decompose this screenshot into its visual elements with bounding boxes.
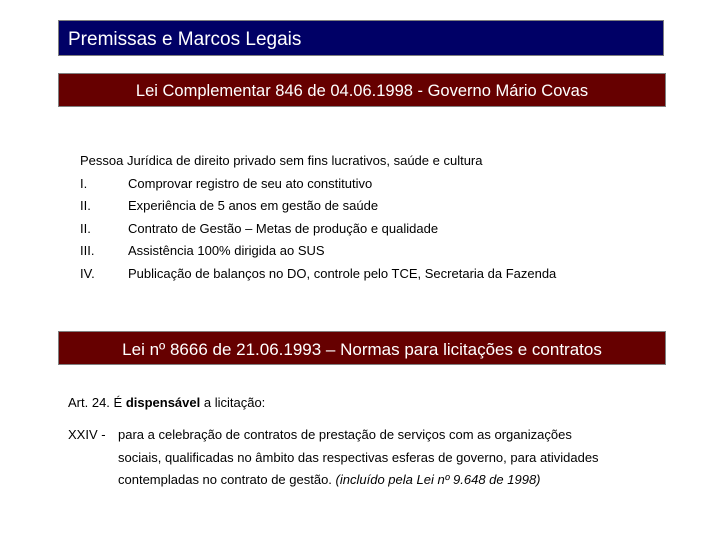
slide-title: Premissas e Marcos Legais xyxy=(68,29,302,50)
clause-body xyxy=(118,424,599,492)
clause-line: sociais, qualificadas no âmbito das respectivas esferas de governo, para atividades xyxy=(118,449,599,465)
list-item xyxy=(80,173,482,196)
list-item-text: Assistência 100% dirigida ao SUS xyxy=(128,243,325,259)
clause-note: (incluído pela Lei nº 9.648 de 1998) xyxy=(335,472,541,487)
law1-content xyxy=(80,150,557,286)
list-item-text: Publicação de balanços no DO, controle pelo TCE, Secretaria da Fazenda xyxy=(128,265,557,281)
law1-intro-text: Pessoa Jurídica de direito privado sem fins lucrativos, saúde e cultura xyxy=(80,153,483,168)
slide-title-bar xyxy=(58,20,664,56)
article-bold-word: dispensável xyxy=(125,395,201,410)
article-suffix: a licitação: xyxy=(200,395,266,410)
list-item-number: I. xyxy=(80,175,88,191)
clause-label: XXIV - xyxy=(68,427,106,442)
list-item-text: Comprovar registro de seu ato constitutivo xyxy=(128,175,373,191)
list-item-number: II. xyxy=(80,220,91,236)
law1-intro xyxy=(80,150,482,173)
list-item xyxy=(80,195,482,218)
law1-heading: Lei Complementar 846 de 04.06.1998 - Governo Mário Covas xyxy=(58,73,666,107)
list-item-number: II. xyxy=(80,198,91,214)
list-item-text: Experiência de 5 anos em gestão de saúde xyxy=(128,198,379,214)
list-item xyxy=(80,263,557,286)
list-item-text: Contrato de Gestão – Metas de produção e qualidade xyxy=(128,220,439,236)
article-prefix: Art. 24. É xyxy=(68,395,126,410)
list-item-number: III. xyxy=(80,243,95,259)
list-item xyxy=(80,240,482,263)
clause-line: contempladas no contrato de gestão. xyxy=(118,472,336,487)
law2-heading: Lei nº 8666 de 21.06.1993 – Normas para licitações e contratos xyxy=(58,331,666,365)
clause-line-last xyxy=(118,469,599,492)
list-item xyxy=(80,218,482,241)
article-line xyxy=(68,395,265,410)
list-item-number: IV. xyxy=(80,265,95,281)
clause-line: para a celebração de contratos de prestação de serviços com as organizações xyxy=(118,427,572,442)
